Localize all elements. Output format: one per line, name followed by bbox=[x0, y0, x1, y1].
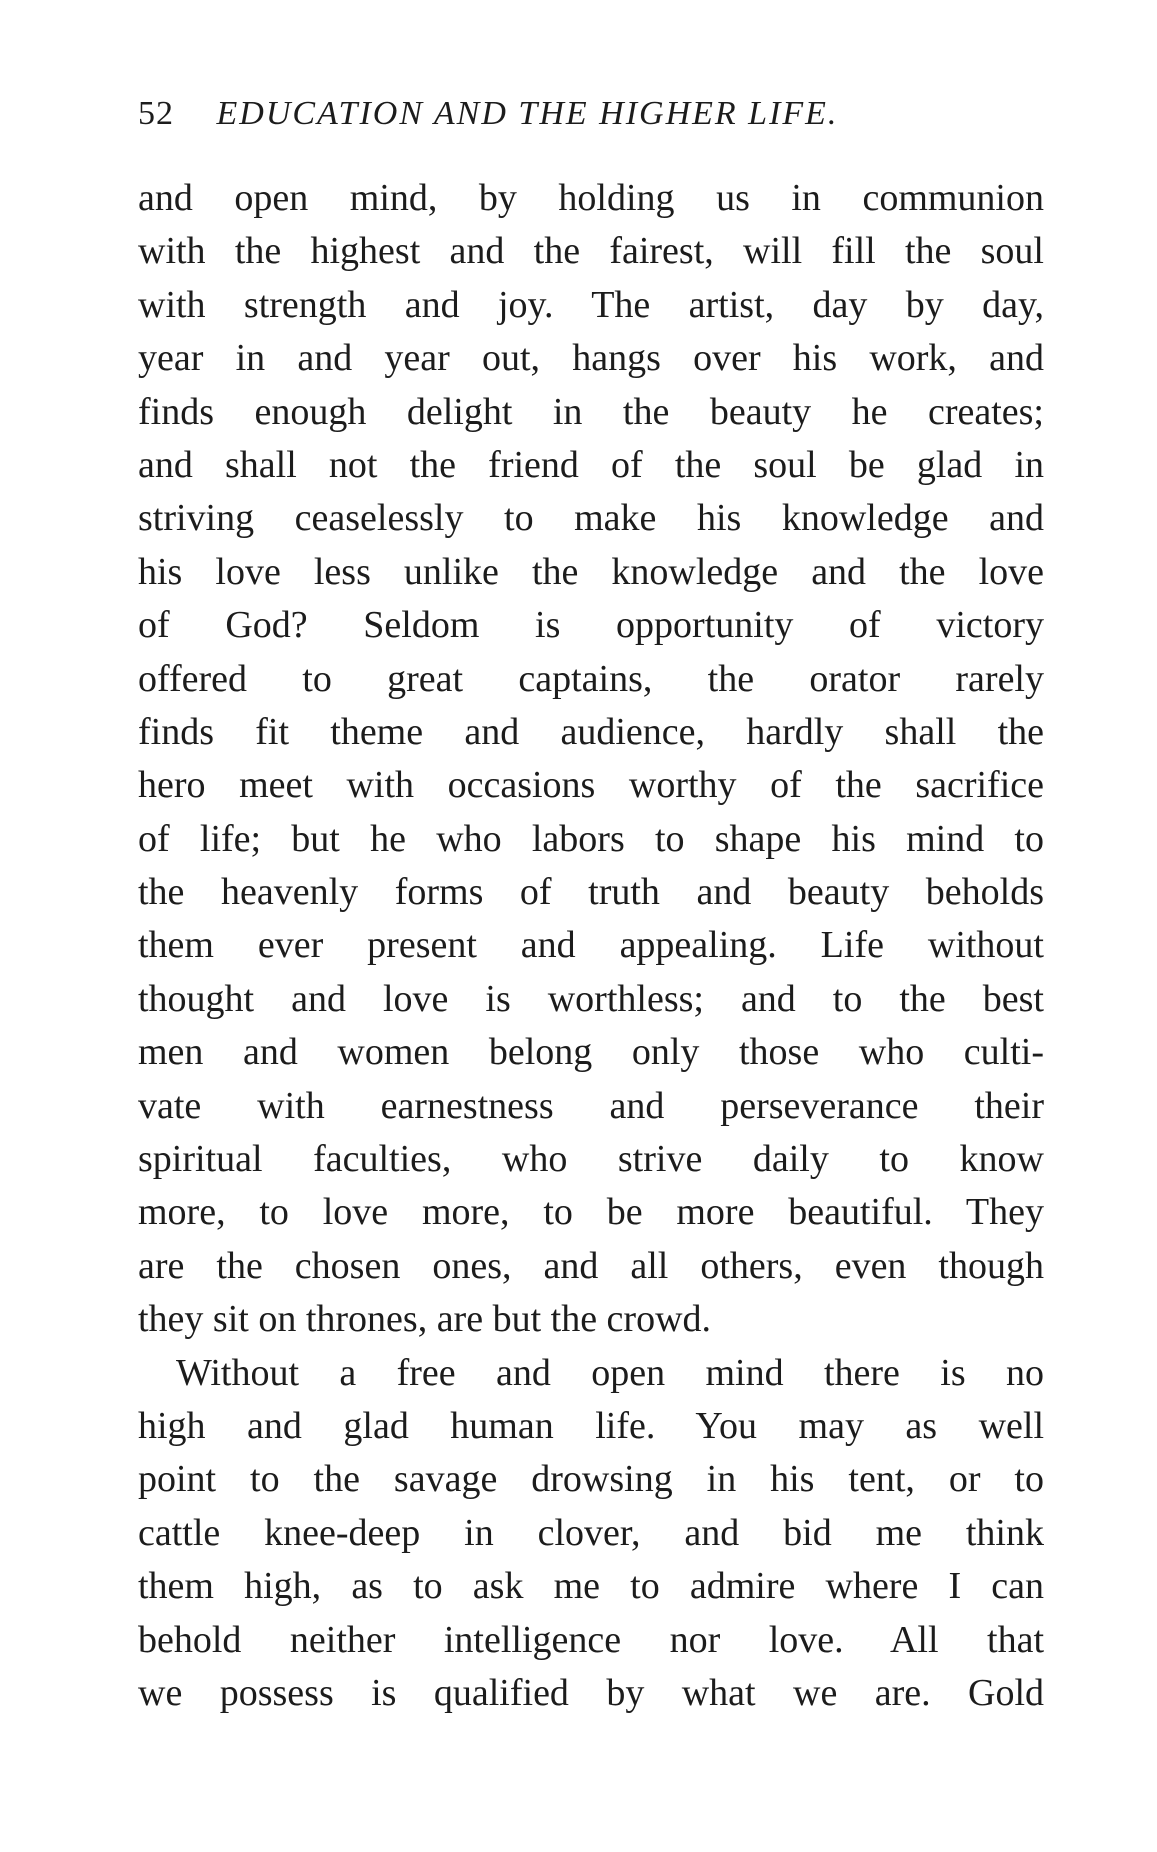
text-line: with the highest and the fairest, will fill the soul bbox=[138, 230, 1044, 273]
text-line: high and glad human life. You may as well bbox=[138, 1404, 1044, 1447]
text-line: point to the savage drowsing in his tent, or to bbox=[138, 1458, 1044, 1501]
text-line: of God? Seldom is opportunity of victory bbox=[138, 604, 1044, 647]
paragraph-continued bbox=[138, 172, 1044, 1347]
text-line: are the chosen ones, and all others, even though bbox=[138, 1244, 1044, 1287]
text-line: and shall not the friend of the soul be glad in bbox=[138, 443, 1044, 486]
text-line: offered to great captains, the orator rarely bbox=[138, 657, 1044, 700]
text-line: finds enough delight in the beauty he creates; bbox=[138, 390, 1044, 433]
text-line: finds fit theme and audience, hardly shall the bbox=[138, 710, 1044, 753]
running-title: EDUCATION AND THE HIGHER LIFE. bbox=[216, 95, 839, 132]
text-line: more, to love more, to be more beautiful. They bbox=[138, 1191, 1044, 1234]
text-line: them high, as to ask me to admire where I can bbox=[138, 1565, 1044, 1608]
text-line: them ever present and appealing. Life without bbox=[138, 924, 1044, 967]
text-line: and open mind, by holding us in communion bbox=[138, 177, 1044, 219]
text-line: year in and year out, hangs over his work, and bbox=[138, 337, 1044, 380]
text-line: of life; but he who labors to shape his mind to bbox=[138, 817, 1044, 860]
running-header bbox=[138, 92, 1038, 136]
text-line: with strength and joy. The artist, day by day, bbox=[138, 283, 1044, 326]
text-line: behold neither intelligence nor love. All that bbox=[138, 1618, 1044, 1661]
paragraph bbox=[138, 1347, 1044, 1721]
body-text bbox=[138, 172, 1044, 1720]
text-line: we possess is qualified by what we are. Gold bbox=[138, 1671, 1044, 1714]
text-line: the heavenly forms of truth and beauty beholds bbox=[138, 871, 1044, 914]
text-line: they sit on thrones, are but the crowd. bbox=[138, 1298, 712, 1341]
text-line: his love less unlike the knowledge and the love bbox=[138, 550, 1044, 593]
text-line: Without a free and open mind there is no bbox=[176, 1351, 1044, 1394]
text-line: striving ceaselessly to make his knowledge and bbox=[138, 497, 1044, 540]
text-line: hero meet with occasions worthy of the sacrifice bbox=[138, 764, 1044, 807]
text-line: spiritual faculties, who strive daily to know bbox=[138, 1138, 1044, 1181]
text-line: vate with earnestness and perseverance their bbox=[138, 1084, 1044, 1127]
page-number: 52 bbox=[138, 95, 174, 132]
text-line: thought and love is worthless; and to the best bbox=[138, 977, 1044, 1020]
text-line: cattle knee-deep in clover, and bid me think bbox=[138, 1511, 1044, 1554]
text-line: men and women belong only those who culti- bbox=[138, 1031, 1044, 1074]
